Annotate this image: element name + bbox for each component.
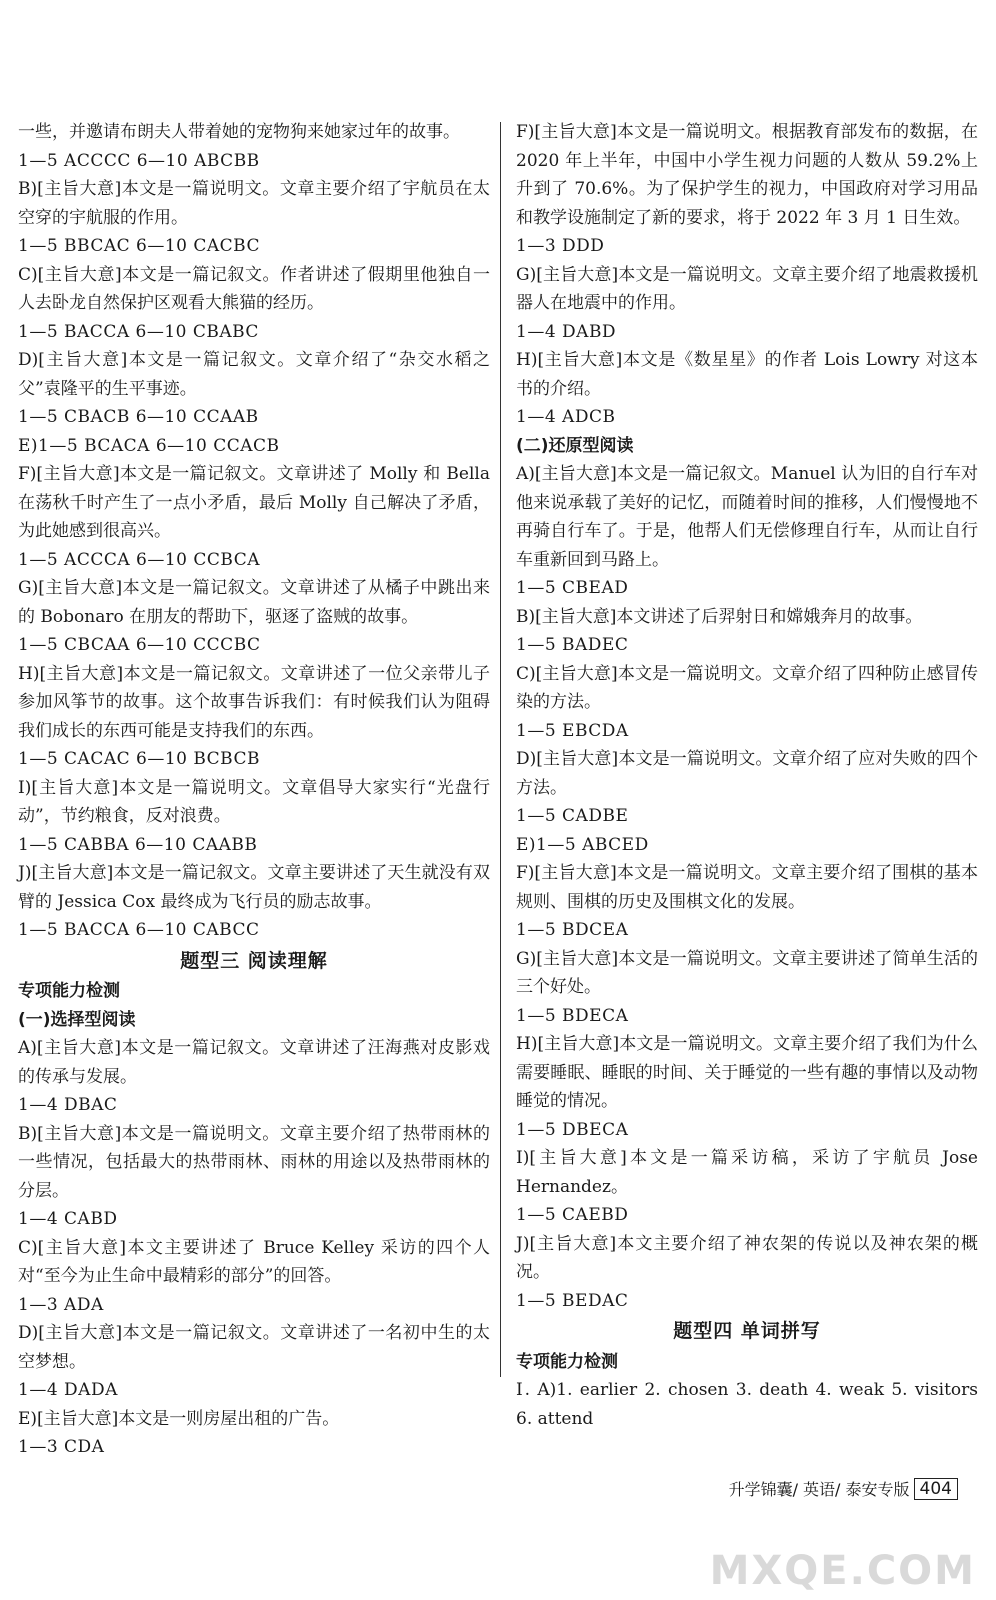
paragraph-text: D)[主旨大意]本文是一篇记叙文。文章讲述了一名初中生的太空梦想。 <box>18 1323 490 1372</box>
paragraph-text: F)[主旨大意]本文是一篇说明文。文章主要介绍了围棋的基本规则、围棋的历史及围棋文化的发展。 <box>516 863 978 912</box>
paragraph-text: F)[主旨大意]本文是一篇说明文。根据教育部发布的数据，在 2020 年上半年，中国中小学生视力问题的人数从 59.2%上升到了 70.6%。为了保护学生的视力，中国政府对学习用品和教学设施制定了新的要求，将于 2022 年 3 月 1 日生效。 <box>516 122 978 228</box>
answer-line: 1—4 DBAC <box>18 1095 118 1115</box>
answer-line: 1—5 BADEC <box>516 635 629 655</box>
paragraph-text: F)[主旨大意]本文是一篇记叙文。文章讲述了 Molly 和 Bella 在荡秋千时产生了一点小矛盾，最后 Molly 自己解决了矛盾，为此她感到很高兴。 <box>18 464 490 541</box>
paragraph-text: D)[主旨大意]本文是一篇说明文。文章介绍了应对失败的四个方法。 <box>516 749 978 798</box>
answer-line: 1—5 ACCCC 6—10 ABCBB <box>18 150 260 171</box>
section-title: 题型四 单词拼写 <box>673 1320 821 1342</box>
answer-line: E)1—5 ABCED <box>516 834 649 855</box>
paragraph-text: C)[主旨大意]本文是一篇说明文。文章介绍了四种防止感冒传染的方法。 <box>516 663 978 712</box>
right-column <box>516 118 978 1433</box>
column-divider <box>500 122 501 1377</box>
answer-line: 1—5 CACAC 6—10 BCBCB <box>18 749 260 769</box>
answer-line: 1—5 BACCA 6—10 CABCC <box>18 920 260 940</box>
page-number: 404 <box>914 1478 958 1500</box>
paragraph-text: D)[主旨大意]本文是一篇记叙文。文章介绍了“杂交水稻之父”袁隆平的生平事迹。 <box>18 350 490 399</box>
paragraph-text: 一些，并邀请布朗夫人带着她的宠物狗来她家过年的故事。 <box>18 122 460 142</box>
answer-line: 1—4 DADA <box>18 1380 118 1400</box>
section-title: 题型三 阅读理解 <box>180 949 328 972</box>
paragraph-text: H)[主旨大意]本文是一篇记叙文。文章讲述了一位父亲带儿子参加风筝节的故事。这个故事告诉我们：有时候我们认为阻碍我们成长的东西可能是支持我们的东西。 <box>18 663 490 741</box>
answer-line: 1—5 CBEAD <box>516 578 629 598</box>
paragraph-text: G)[主旨大意]本文是一篇记叙文。文章讲述了从橘子中跳出来的 Bobonaro 在朋友的帮助下，驱逐了盗贼的故事。 <box>18 578 490 627</box>
answer-line: 1—5 CADBE <box>516 806 629 826</box>
answer-line: 1—5 CBACB 6—10 CCAAB <box>18 407 259 427</box>
answer-line: 1—5 CBCAA 6—10 CCCBC <box>18 635 261 655</box>
answer-line: 1—3 DDD <box>516 236 605 256</box>
answer-line: 1—3 ADA <box>18 1294 104 1315</box>
paragraph-text: I)[主旨大意]本文是一篇说明文。文章倡导大家实行“光盘行动”，节约粮食，反对浪费。 <box>18 777 490 826</box>
answer-line: 1—3 CDA <box>18 1437 105 1457</box>
subheading: (二)还原型阅读 <box>516 435 634 456</box>
paragraph-text: B)[主旨大意]本文讲述了后羿射日和嫦娥奔月的故事。 <box>516 606 923 627</box>
subheading: 专项能力检测 <box>18 981 120 1001</box>
paragraph-text: B)[主旨大意]本文是一篇说明文。文章主要介绍了宇航员在太空穿的宇航服的作用。 <box>18 179 490 228</box>
answer-line: 1—5 BDECA <box>516 1005 629 1026</box>
paragraph-text: C)[主旨大意]本文是一篇记叙文。作者讲述了假期里他独自一人去卧龙自然保护区观看大熊猫的经历。 <box>18 264 490 313</box>
paragraph-text: C)[主旨大意]本文主要讲述了 Bruce Kelley 采访的四个人对“至今为止生命中最精彩的部分”的回答。 <box>18 1237 490 1286</box>
paragraph-text: Ⅰ. A)1. earlier 2. chosen 3. death 4. weak 5. visitors 6. attend <box>516 1380 978 1429</box>
answer-line: 1—5 BEDAC <box>516 1290 629 1311</box>
answer-line: 1—4 DABD <box>516 321 617 342</box>
paragraph-text: A)[主旨大意]本文是一篇记叙文。Manuel 认为旧的自行车对他来说承载了美好的记忆，而随着时间的推移，人们慢慢地不再骑自行车了。于是，他帮人们无偿修理自行车，从而让自行车重新回到马路上。 <box>516 464 978 570</box>
paragraph-text: A)[主旨大意]本文是一篇记叙文。文章讲述了汪海燕对皮影戏的传承与发展。 <box>18 1038 490 1087</box>
paragraph-text: B)[主旨大意]本文是一篇说明文。文章主要介绍了热带雨林的一些情况，包括最大的热带雨林、雨林的用途以及热带雨林的分层。 <box>18 1123 490 1201</box>
paragraph-text: J)[主旨大意]本文是一篇记叙文。文章主要讲述了天生就没有双臂的 Jessica Cox 最终成为飞行员的励志故事。 <box>18 863 490 912</box>
paragraph-text: H)[主旨大意]本文是一篇说明文。文章主要介绍了我们为什么需要睡眠、睡眠的时间、关于睡觉的一些有趣的事情以及动物睡觉的情况。 <box>516 1034 978 1111</box>
paragraph-text: G)[主旨大意]本文是一篇说明文。文章主要讲述了简单生活的三个好处。 <box>516 948 978 997</box>
answer-line: 1—5 BDCEA <box>516 920 629 940</box>
answer-line: 1—5 ACCCA 6—10 CCBCA <box>18 549 260 570</box>
answer-line: 1—5 BACCA 6—10 CBABC <box>18 321 259 342</box>
answer-line: 1—5 BBCAC 6—10 CACBC <box>18 236 260 256</box>
left-column <box>18 118 490 1462</box>
answer-line: 1—4 ADCB <box>516 407 616 427</box>
paragraph-text: J)[主旨大意]本文主要介绍了神农架的传说以及神农架的概况。 <box>516 1233 978 1282</box>
subheading: 专项能力检测 <box>516 1351 618 1372</box>
answer-line: 1—4 CABD <box>18 1209 118 1229</box>
paragraph-text: H)[主旨大意]本文是《数星星》的作者 Lois Lowry 对这本书的介绍。 <box>516 350 978 399</box>
book-label: 升学锦囊/ 英语/ 泰安专版 <box>728 1480 910 1499</box>
page-footer <box>729 1477 958 1500</box>
subheading: (一)选择型阅读 <box>18 1009 136 1030</box>
answer-line: 1—5 EBCDA <box>516 720 629 741</box>
paragraph-text: G)[主旨大意]本文是一篇说明文。文章主要介绍了地震救援机器人在地震中的作用。 <box>516 264 978 313</box>
watermark: MXQE.COM <box>709 1548 976 1594</box>
answer-line: 1—5 CAEBD <box>516 1205 629 1225</box>
answer-line: 1—5 DBECA <box>516 1119 629 1140</box>
paragraph-text: I)[主旨大意]本文是一篇采访稿，采访了宇航员 Jose Hernandez。 <box>516 1148 978 1197</box>
answer-line: 1—5 CABBA 6—10 CAABB <box>18 834 258 855</box>
answer-line: E)1—5 BCACA 6—10 CCACB <box>18 435 280 456</box>
paragraph-text: E)[主旨大意]本文是一则房屋出租的广告。 <box>18 1408 340 1429</box>
